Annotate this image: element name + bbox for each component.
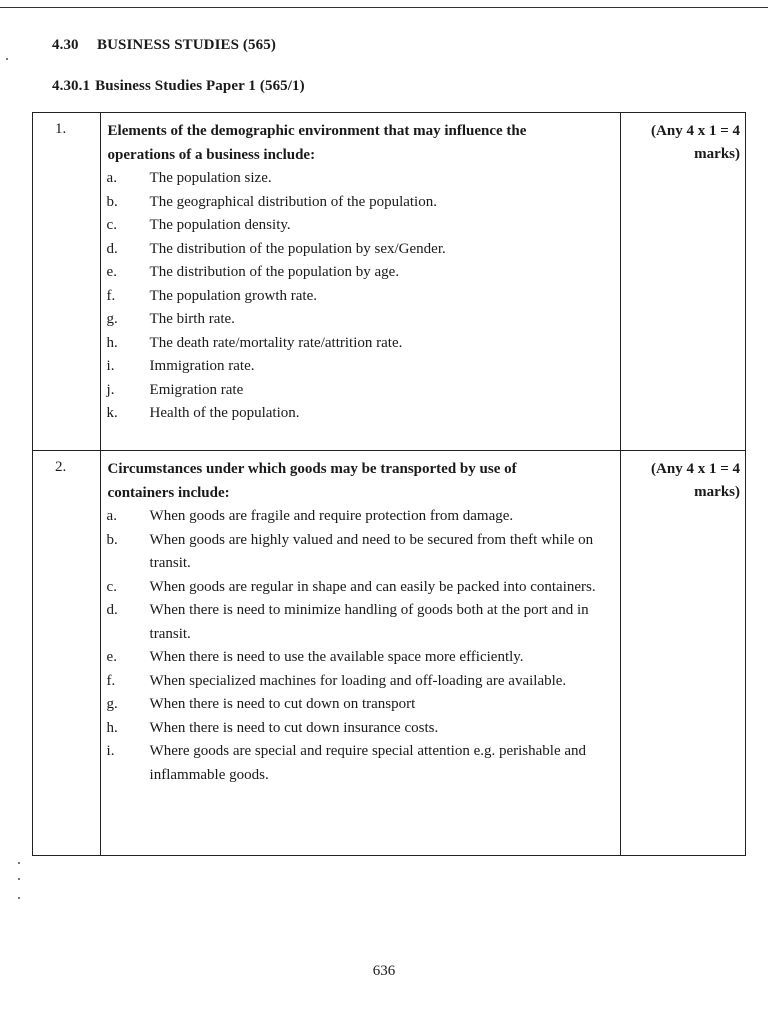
marking-scheme-table <box>32 112 746 856</box>
answer-item <box>107 646 620 670</box>
item-letter: a. <box>106 508 117 524</box>
question-number: 2. <box>55 459 67 475</box>
item-text: The distribution of the population by sex/Gender. <box>149 240 446 257</box>
scan-speck <box>18 862 20 864</box>
answer-list <box>101 505 620 787</box>
item-text: The population density. <box>149 217 291 233</box>
answer-item <box>107 332 620 356</box>
item-letter: g. <box>106 696 118 712</box>
marks-allocation: (Any 4 x 1 = 4 <box>651 461 740 477</box>
answer-item <box>107 261 620 285</box>
item-text: The death rate/mortality rate/attrition rate. <box>149 334 403 351</box>
subsection-heading <box>52 78 305 95</box>
item-text: When goods are regular in shape and can easily be packed into containers. <box>149 578 596 595</box>
question-heading: Elements of the demographic environment that may influence the operations of a business include: <box>107 123 527 163</box>
item-letter: i. <box>106 743 115 759</box>
answer-item <box>107 693 620 717</box>
item-text: The distribution of the population by age. <box>149 264 400 280</box>
item-letter: f. <box>106 672 116 689</box>
answer-item <box>107 402 620 426</box>
question-row-1 <box>33 113 746 451</box>
marks-allocation-unit: marks) <box>694 484 740 500</box>
item-letter: c. <box>106 217 117 233</box>
item-letter: k. <box>106 405 118 421</box>
answer-item <box>107 670 620 694</box>
item-letter: h. <box>106 334 118 351</box>
answer-item <box>107 599 620 646</box>
answer-item <box>107 576 620 600</box>
answer-item <box>107 238 620 262</box>
question-heading: Circumstances under which goods may be transported by use of containers include: <box>107 461 517 501</box>
item-letter: d. <box>106 602 118 618</box>
section-title: BUSINESS STUDIES (565) <box>97 37 276 53</box>
section-number: 4.30 <box>52 37 79 53</box>
item-letter: e. <box>106 264 117 280</box>
item-text: When there is need to minimize handling of goods both at the port and in transit. <box>149 602 589 642</box>
item-text: When there is need to use the available space more efficiently. <box>149 649 524 665</box>
item-letter: i. <box>106 358 115 374</box>
item-letter: a. <box>106 170 117 186</box>
question-body <box>100 451 620 856</box>
marks-cell <box>620 113 745 451</box>
answer-item <box>107 717 620 741</box>
item-text: When specialized machines for loading and off-loading are available. <box>149 672 567 689</box>
item-text: The population size. <box>149 170 272 186</box>
marks-allocation-unit: marks) <box>694 146 740 162</box>
answer-item <box>107 214 620 238</box>
item-letter: d. <box>106 240 118 257</box>
answer-item <box>107 308 620 332</box>
question-number: 1. <box>55 121 67 137</box>
scan-speck <box>18 878 20 880</box>
item-text: The population growth rate. <box>149 287 318 304</box>
item-text: When there is need to cut down insurance costs. <box>149 719 439 736</box>
item-text: Emigration rate <box>149 381 244 398</box>
question-body <box>100 113 620 451</box>
item-text: When there is need to cut down on transport <box>149 696 416 712</box>
marks-cell <box>620 451 745 856</box>
section-heading <box>52 37 276 54</box>
item-text: When goods are fragile and require protection from damage. <box>149 508 514 524</box>
item-letter: g. <box>106 311 118 327</box>
subsection-number: 4.30.1 <box>52 78 91 94</box>
answer-item <box>107 529 620 576</box>
item-letter: c. <box>106 578 117 595</box>
answer-item <box>107 191 620 215</box>
answer-item <box>107 505 620 529</box>
item-letter: b. <box>106 531 118 548</box>
item-text: Immigration rate. <box>149 358 255 374</box>
item-text: Health of the population. <box>149 405 300 421</box>
subsection-title: Business Studies Paper 1 (565/1) <box>95 78 305 94</box>
answer-item <box>107 167 620 191</box>
scan-speck <box>6 58 8 60</box>
scan-speck <box>18 897 20 899</box>
item-letter: e. <box>106 649 117 665</box>
page-number: 636 <box>372 963 396 979</box>
item-text: The geographical distribution of the population. <box>149 193 437 210</box>
item-text: The birth rate. <box>149 311 235 327</box>
answer-list <box>101 167 620 426</box>
marks-allocation: (Any 4 x 1 = 4 <box>651 123 740 139</box>
item-text: When goods are highly valued and need to be secured from theft while on transit. <box>149 531 594 571</box>
item-letter: b. <box>106 193 118 210</box>
answer-item <box>107 355 620 379</box>
item-letter: h. <box>106 719 118 736</box>
item-letter: j. <box>106 381 115 398</box>
answer-item <box>107 740 620 787</box>
item-letter: f. <box>106 287 116 304</box>
item-text: Where goods are special and require special attention e.g. perishable and inflammable goods. <box>149 743 587 783</box>
question-row-2 <box>33 451 746 856</box>
answer-item <box>107 285 620 309</box>
answer-item <box>107 379 620 403</box>
top-rule <box>0 7 768 8</box>
